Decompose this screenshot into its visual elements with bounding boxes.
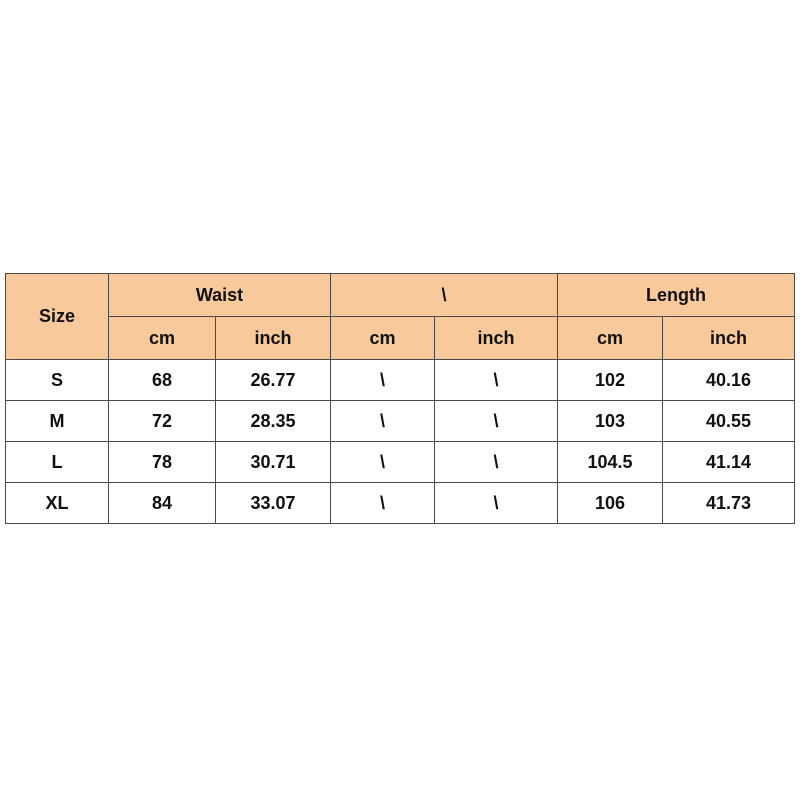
table-body — [6, 360, 795, 524]
waist-inch-cell: 33.07 — [216, 483, 331, 524]
table-row — [6, 401, 795, 442]
table-header — [6, 274, 795, 360]
size-cell: L — [6, 442, 109, 483]
blank-inch-cell: \ — [435, 483, 558, 524]
length-inch-cell: 40.55 — [663, 401, 795, 442]
waist-header: Waist — [109, 274, 331, 317]
waist-inch-cell: 30.71 — [216, 442, 331, 483]
header-row-units — [6, 317, 795, 360]
unit-header: inch — [216, 317, 331, 360]
waist-cm-cell: 72 — [109, 401, 216, 442]
length-inch-cell: 41.73 — [663, 483, 795, 524]
waist-cm-cell: 78 — [109, 442, 216, 483]
header-row-groups — [6, 274, 795, 317]
size-cell: S — [6, 360, 109, 401]
length-inch-cell: 41.14 — [663, 442, 795, 483]
unit-header: cm — [331, 317, 435, 360]
unit-header: inch — [663, 317, 795, 360]
length-header: Length — [558, 274, 795, 317]
waist-inch-cell: 26.77 — [216, 360, 331, 401]
waist-cm-cell: 68 — [109, 360, 216, 401]
unit-header: cm — [109, 317, 216, 360]
blank-inch-cell: \ — [435, 442, 558, 483]
unit-header: inch — [435, 317, 558, 360]
length-cm-cell: 104.5 — [558, 442, 663, 483]
size-cell: XL — [6, 483, 109, 524]
table-row — [6, 442, 795, 483]
blank-inch-cell: \ — [435, 360, 558, 401]
blank-cm-cell: \ — [331, 483, 435, 524]
table-row — [6, 483, 795, 524]
length-cm-cell: 103 — [558, 401, 663, 442]
unit-header: cm — [558, 317, 663, 360]
size-chart-table — [5, 273, 795, 524]
length-cm-cell: 106 — [558, 483, 663, 524]
blank-group-header: \ — [331, 274, 558, 317]
blank-cm-cell: \ — [331, 442, 435, 483]
table-row — [6, 360, 795, 401]
length-inch-cell: 40.16 — [663, 360, 795, 401]
blank-inch-cell: \ — [435, 401, 558, 442]
waist-inch-cell: 28.35 — [216, 401, 331, 442]
size-cell: M — [6, 401, 109, 442]
size-header: Size — [6, 274, 109, 360]
waist-cm-cell: 84 — [109, 483, 216, 524]
length-cm-cell: 102 — [558, 360, 663, 401]
blank-cm-cell: \ — [331, 360, 435, 401]
blank-cm-cell: \ — [331, 401, 435, 442]
